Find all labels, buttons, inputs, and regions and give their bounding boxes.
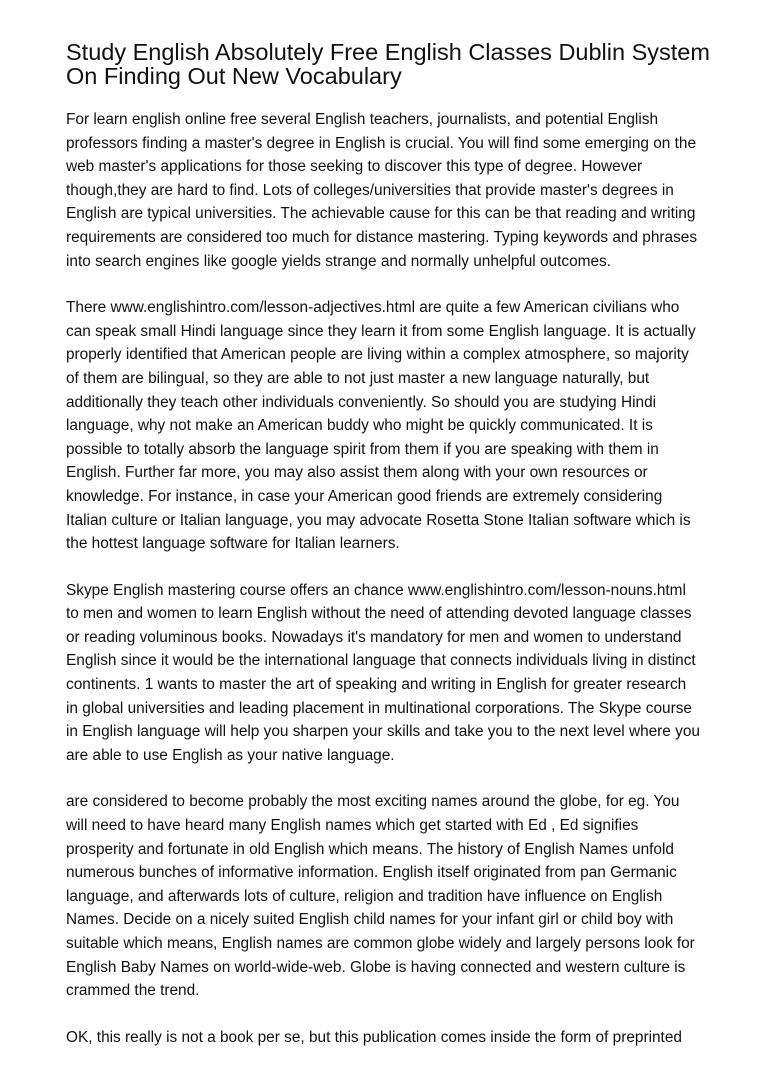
title-line-1: Study English Absolutely Free English Classes Dublin System xyxy=(66,39,710,65)
paragraph-line: of them are bilingual, so they are able to not just master a new language naturally, but xyxy=(66,369,650,387)
paragraph-line: Italian culture or Italian language, you may advocate Rosetta Stone Italian software which is xyxy=(66,511,691,529)
page-title xyxy=(66,40,716,88)
paragraph-line: in global universities and leading placement in multinational corporations. The Skype course xyxy=(66,699,692,717)
paragraph-line: English are typical universities. The achievable cause for this can be that reading and writing xyxy=(66,205,696,223)
paragraph-line: prosperity and fortunate in old English which means. The history of English Names unfold xyxy=(66,840,674,858)
paragraph-line: properly identified that American people are living within a complex atmosphere, so majority xyxy=(66,346,689,364)
paragraph-line: into search engines like google yields strange and normally unhelpful outcomes. xyxy=(66,252,611,270)
paragraph-line: crammed the trend. xyxy=(66,982,200,1000)
paragraph-line: knowledge. For instance, in case your American good friends are extremely considering xyxy=(66,487,663,505)
paragraph-line: are able to use English as your native language. xyxy=(66,746,395,764)
paragraph-line: or reading voluminous books. Nowadays it's mandatory for men and women to understand xyxy=(66,628,682,646)
paragraph-line: will need to have heard many English names which get started with Ed , Ed signifies xyxy=(66,817,639,835)
paragraph-line: English Baby Names on world-wide-web. Globe is having connected and western culture is xyxy=(66,958,686,976)
paragraph-line: web master's applications for those seeking to discover this type of degree. However xyxy=(66,158,643,176)
paragraph-3 xyxy=(66,579,706,768)
paragraph-line: OK, this really is not a book per se, but this publication comes inside the form of preprinted xyxy=(66,1028,682,1046)
paragraph-line: additionally they teach other individuals conveniently. So should you are studying Hindi xyxy=(66,393,657,411)
paragraph-line: professors finding a master's degree in English is crucial. You will find some emerging on the xyxy=(66,134,697,152)
paragraph-line: though,they are hard to find. Lots of colleges/universities that provide master's degrees in xyxy=(66,181,674,199)
paragraph-line: to men and women to learn English without the need of attending devoted language classes xyxy=(66,605,692,623)
paragraph-line: can speak small Hindi language since they learn it from some English language. It is actually xyxy=(66,322,696,340)
paragraph-line: possible to totally absorb the language spirit from them if you are speaking with them in xyxy=(66,440,659,458)
paragraph-line: For learn english online free several English teachers, journalists, and potential English xyxy=(66,111,659,128)
title-line-2: On Finding Out New Vocabulary xyxy=(66,63,402,89)
paragraph-line: English since it would be the international language that connects individuals living in distinct xyxy=(66,652,696,670)
paragraph-line: Names. Decide on a nicely suited English child names for your infant girl or child boy with xyxy=(66,911,674,929)
paragraph-5 xyxy=(66,1026,706,1050)
paragraph-line: continents. 1 wants to master the art of speaking and writing in English for greater research xyxy=(66,676,687,694)
paragraph-line: English. Further far more, you may also assist them along with your own resources or xyxy=(66,464,648,482)
paragraph-line: There www.englishintro.com/lesson-adjectives.html are quite a few American civilians who xyxy=(66,299,680,317)
paragraph-line: are considered to become probably the most exciting names around the globe, for eg. You xyxy=(66,793,680,811)
article-body xyxy=(66,108,706,1072)
paragraph-line: language, and afterwards lots of culture, religion and tradition have influence on English xyxy=(66,887,663,905)
paragraph-line: numerous bunches of informative information. English itself originated from pan Germanic xyxy=(66,864,677,882)
paragraph-line: the hottest language software for Italian learners. xyxy=(66,535,400,553)
paragraph-line: Skype English mastering course offers an chance www.englishintro.com/lesson-nouns.html xyxy=(66,581,686,599)
paragraph-4 xyxy=(66,790,706,1002)
paragraph-line: language, why not make an American buddy who might be quickly communicated. It is xyxy=(66,417,653,435)
paragraph-line: in English language will help you sharpen your skills and take you to the next level where you xyxy=(66,723,700,741)
paragraph-1 xyxy=(66,108,706,273)
paragraph-line: requirements are considered too much for distance mastering. Typing keywords and phrases xyxy=(66,228,698,246)
paragraph-2 xyxy=(66,296,706,556)
paragraph-line: suitable which means, English names are common globe widely and largely persons look for xyxy=(66,935,695,952)
